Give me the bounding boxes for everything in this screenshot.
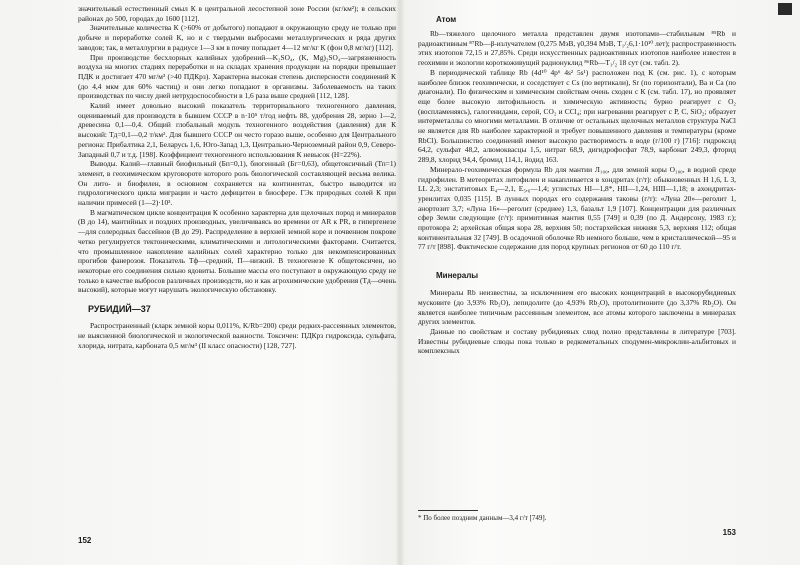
scan-corner-mark: [778, 3, 792, 15]
paragraph: Калий имеет довольно высокий показатель территориального техногенного давления, оцениваемый для производств в бывшем СССР в n·10⁵ т/год нефть 88, удобрения 28, зерно 1—2, древесина 0,1—0,4. Общий глобальный модуль техногенного воздействия (давления) для К высокий: Тд=0,1—0,2 т/км². Для бывшего СССР он често горазо выше, особенно для Центрального региона: Прибалтика 2,1, Беларусь 1,6, Юго-Запад 1,3, Центрально-Черноземный район 0,9, Северо-Западный 0,7 и т.д. [198]. Коэффициент техногенного использования К невысок (H=22%).: [78, 101, 396, 159]
paragraph: значительный естественный смыл К в центральной лесостепной зоне России (кг/км²); в сельских районах до 500, городах до 1600 [112].: [78, 4, 396, 23]
paragraph: Значительные количества К (>60% от добытого) попадают в окружающую среду не только при добыче и переработке солей К, но и с твердыми выбросами металлургических и ряда других заводов; так, в металлургии в радиусе 1—3 км в почву попадает 4—12 мг/кг К (фон 0,8 мг/кг) [112].: [78, 23, 396, 52]
section-heading-rubidium: РУБИДИЙ—37: [88, 304, 151, 315]
paragraph: Распространенный (кларк земной коры 0,011%, K/Rb=200) среди редких-рассеянных элементов, не выясненной биологической и экологической важности. Токсичен: ПДКрз гидроксида, сульфата, хлорида, нитрата, карбоната 0,5 мг/м³ (II класс опасности) [128, 727].: [78, 321, 396, 350]
paragraph: В магматическом цикле концентрация К особенно характерна для щелочных пород и минералов (В до 14), мантийных и поздних производных, увеличиваясь во времени от AR к PR, в гипергенезе—для солеродных бассейнов (В до 29). Распределение в верхней земной коре и почвенном покрове четко регулируется тектоническими, климатическими и литологическими факторами. Считается, что промышленное накопление калийных солей характерно только для некомпенсированных прогибов фанерозоя. Показатель Тф—средний, П—низкий. В техногенезе К общетоксичен, но некоторые его соединения сильно ядовиты. Большие массы его поступают в окружающую среду не только в качестве выбросов различных производств, но и как агрохимические удобрения (Тд—очень высокий), которые могут нарушать экологическую обстановку.: [78, 207, 396, 295]
paragraph: Минерало-геохимическая формула Rb для мантии Л₁₀₀, для земной коры О₁₀₀, в водной среде гидрофилен. В метеоритах литофилен и накапливается в хондритах (г/т): обыкновенных Н 1,6, L 3, LL 2,3; энстатитовых Е₄—2,1, Е₅,₆—1,4; углистых НI—1,8*, НII—1,24, НIII—1,18; в ахондритах-уреилитах 0,035 [115]. В лунных породах его содержания таковы (г/т): «Луна 20»—реголит 1, анортозит 3,7; «Луна 16»—реголит (среднее) 1,3, базальт 1,9 [107]. Концентрации для различных сфер Земли следующие (г/т): примитивная мантия 0,55 [749] и 0,39 (по Д. Андерсону, 1983 г.); протокора 2; архейская общая кора 28, верхняя 50; постархейская нижняя 5,3, верхняя 112; общая континентальная 32 [749]. В осадочной оболочке Rb немного больше, чем в кристаллической—95 и 77 г/т [898]. Фактическое содержание для пород крупных регионов от 60 до 110 г/т.: [418, 164, 736, 252]
left-page: [78, 4, 396, 565]
paragraph: Выводы. Калий—главный биофильный (Бп=0,1), биогенный (Бг=0,63), общетоксичный (Тп=1) элемент, в геохимическом круговороте которого роль биологической составляющей весьма велика. Он лито- и биофилен, в основном сохраняется на континентах, быстро выводится из гидрологического цикла миграции и часто дефицитен в биосфере. ГЭк природных солей К при наличии примесей (1—2)·10³.: [78, 159, 396, 208]
page-number: 153: [722, 528, 736, 537]
heading-atom: Атом: [436, 15, 457, 24]
page-number: 152: [78, 536, 92, 545]
paragraph: Минералы Rb неизвестны, за исключением его высоких концентраций в высокорубидиевых мусковите (до 3,93% Rb₂O), лепидолите (до 4,93% Rb₂O), протолитионите (до 3,37% Rb₂O). Он является наиболее типичным рассеянным элементом, все атомы которого заключены в минералах других элементов.: [418, 288, 736, 327]
footnote: * По более поздним данным—3,4 г/т [749].: [418, 514, 547, 522]
paragraph: При производстве бесхлорных калийных удобрений—K₂SO₄, (K, Mg)₂SO₄—загрязненность воздуха на многих стадиях переработки и на складах хранения продукции на порядки превышает ПДК и достигает 470 мг/м³ (>40 ПДКрз). Характерна высокая степень дисперсности соединений К (до 4,4 мкм для 60% частиц) и они легко попадают в организмы. Заболеваемость на таких производствах по числу дней нетрудоспособности в 1,6 раза выше средней [112, 128].: [78, 52, 396, 101]
paragraph: Rb—тяжелого щелочного металла представлен двумя изотопами—стабильным ⁸⁵Rb и радиоактивным ⁸⁷Rb—β-излучателем (0,275 МэВ, γ0,394 МэВ, T₁/₂6,1·10¹⁰ лет); распространенность этих изотопов 72,15 и 27,85%. Среди искусственных радиоактивных изотопов наиболее известен в геохимии и экологии короткоживущий радионуклид ⁸⁶Rb—T₁/₂ 18 сут (см. табл. 2).: [418, 29, 736, 68]
footnote-rule: [418, 510, 478, 511]
paragraph: В периодической таблице Rb (4d¹⁰ 4p⁶ 4s² 5s¹) расположен под К (см. рис. 1), с которым наиболее близок геохимически, и соседствует с Cs (по вертикали), Sr (по горизонтали), Ва и Са (по диагонали). По физическим и химическим свойствам очень сходен с К (см. табл. 17), но проявляет еще более высокую литофильность и химическую активность; бурно реагирует с O₂ (воспламеняясь), галогенидами, серой, CO₂ и CCl₄; при нагревании реагирует с Р, С, SiO₂; образует интерметаллы со многими металлами. В отличие от остальных щелочных металлов структура NaCl не является для Rb наиболее характерной и требует повышенного давления и температуры (кроме RbCl). Большинство соединений имеют высокую растворимость в воде (г/100 г) [716]: гидроксид 64,2, сульфат 48,2, алюмоквасцы 1,5, нитрат 68,9, дигидрофосфат 78,9, карбонат 249,3, фторид 289,8, хлорид 94,4, бромид 114,1, йодид 163.: [418, 67, 736, 165]
paragraph: Данные по свойствам и составу рубидиевых слюд полно представлены в литературе [703]. Известны рубидиевые слюды пока только в редкометальных сподумен-микроклин-альбитовых и комплексных: [418, 326, 736, 356]
right-page: [418, 4, 736, 565]
heading-minerals: Минералы: [436, 271, 479, 281]
